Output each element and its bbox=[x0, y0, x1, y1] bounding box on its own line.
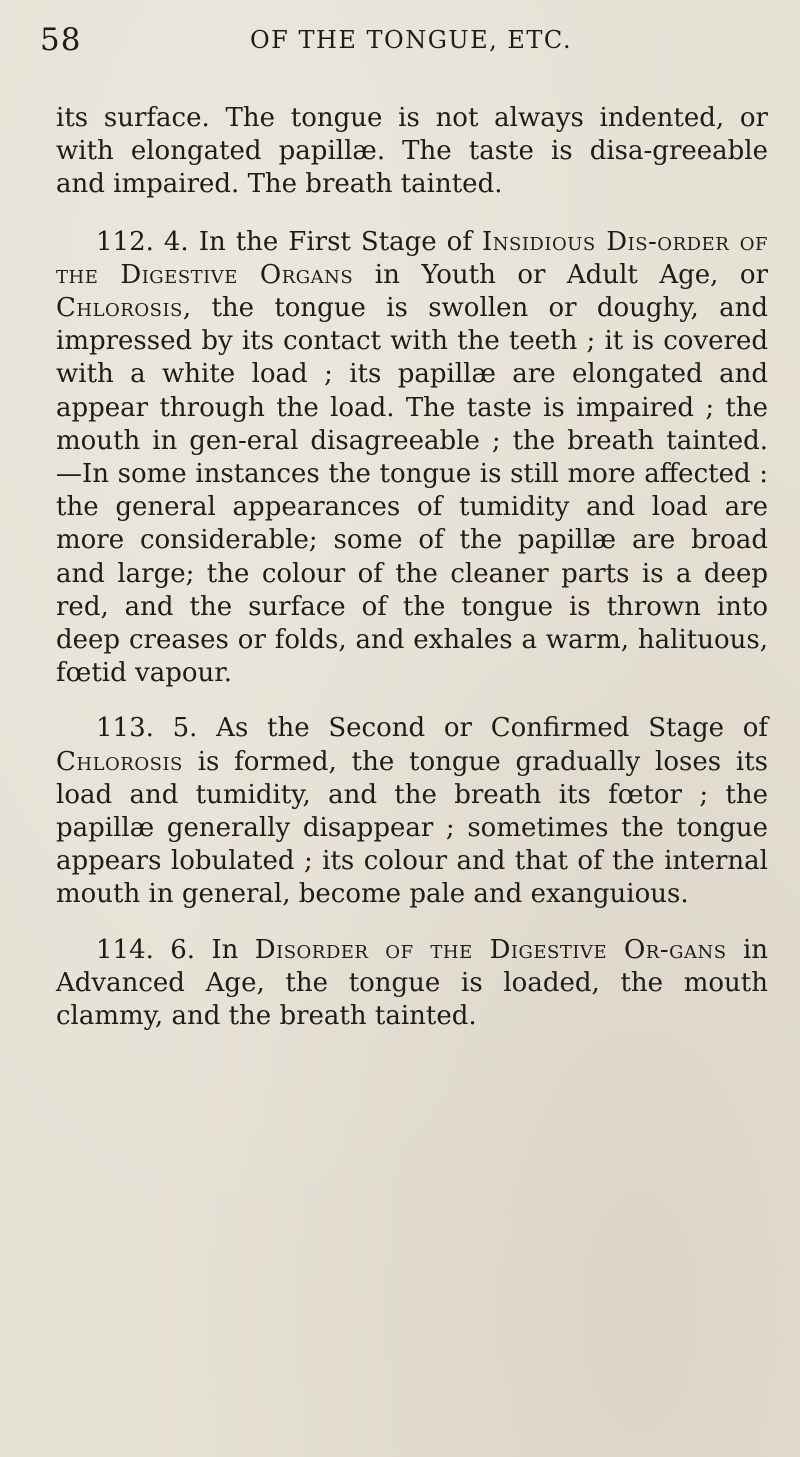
paragraph-113-lead: 113. 5. As the Second or Confirmed Stage of bbox=[96, 713, 768, 744]
running-head: OF THE TONGUE, ETC. bbox=[250, 26, 573, 54]
paragraph-112-lead: 112. 4. In the First Stage of bbox=[96, 226, 482, 257]
paragraph-112 bbox=[56, 226, 768, 691]
paragraph-continuation: its surface. The tongue is not always indented, or with elongated papillæ. The taste is disa-greeable and impaired. The breath tainted. bbox=[56, 103, 768, 200]
paragraph-114-smallcaps-1: Disorder of the Digestive Or-gans bbox=[254, 934, 727, 965]
page-header bbox=[40, 22, 780, 62]
paragraph-113-rest: is formed, the tongue gradually loses its load and tumidity, and the breath its fœtor ; the papillæ generally disappear ; sometimes the tongue appears lobulated ; its colour and that of the internal mouth in general, become pale and exanguious. bbox=[56, 746, 768, 910]
page-number: 58 bbox=[40, 22, 82, 58]
paragraph-114-lead: 114. 6. In bbox=[96, 934, 255, 965]
paragraph-114 bbox=[56, 934, 768, 1034]
paragraph-113-smallcaps-1: Chlorosis bbox=[56, 746, 183, 777]
paragraph-112-smallcaps-2: Chlorosis bbox=[56, 293, 183, 324]
paragraph-113 bbox=[56, 712, 768, 911]
paragraph-112-smallcaps-1: Insidious Dis-order of the Digestive Organs bbox=[56, 226, 768, 290]
body-text bbox=[56, 102, 768, 1033]
paragraph-112-mid: in Youth or Adult Age, or bbox=[353, 259, 768, 290]
paragraph-112-rest: , the tongue is swollen or doughy, and impressed by its contact with the teeth ; it is covered with a white load ; its papillæ are elongated and appear through the load. The taste is impaired ; the mouth in gen-eral disagreeable ; the breath tainted.—In some instances the tongue is still more affected : the general appearances of tumidity and load are more considerable; some of the papillæ are broad and large; the colour of the cleaner parts is a deep red, and the surface of the tongue is thrown into deep creases or folds, and exhales a warm, halituous, fœtid vapour. bbox=[56, 293, 768, 689]
paragraph-114-rest: in Advanced Age, the tongue is loaded, the mouth clammy, and the breath tainted. bbox=[56, 934, 769, 1032]
